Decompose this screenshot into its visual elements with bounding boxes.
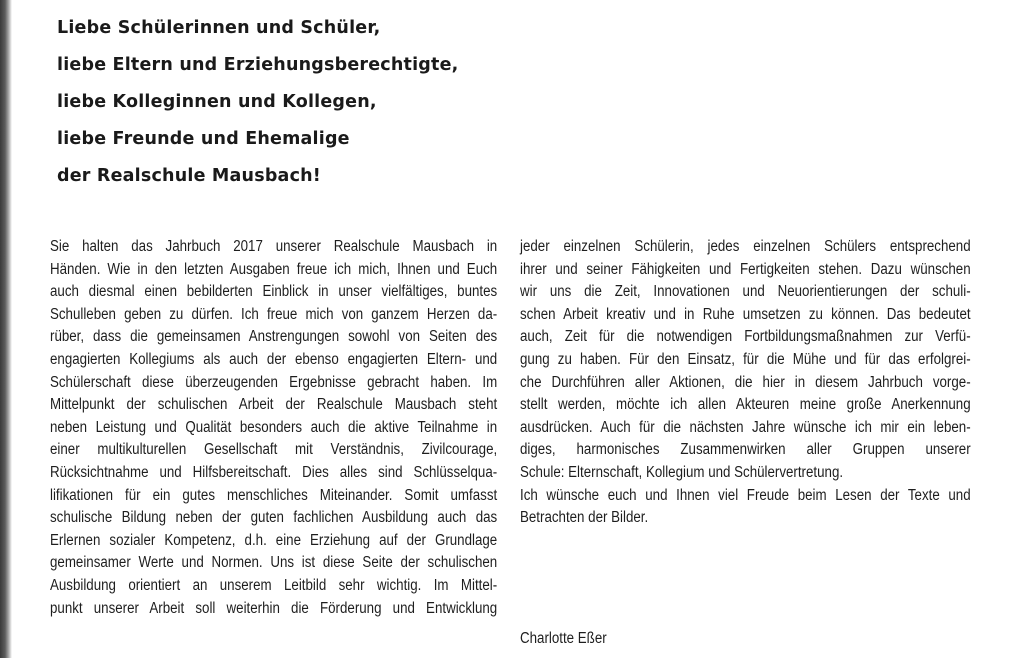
text-line: punkt unserer Arbeit soll weiterhin die Förderung und Entwicklung — [50, 599, 498, 617]
text-line: Ich wünsche euch und Ihnen viel Freude beim Lesen der Texte und — [520, 486, 971, 504]
text-line: neben Leistung und Qualität besonders auch die aktive Teilnahme in — [50, 418, 498, 436]
text-line: Händen. Wie in den letzten Ausgaben freue ich mich, Ihnen und Euch — [50, 260, 498, 278]
text-line: Sie halten das Jahrbuch 2017 unserer Realschule Mausbach in — [50, 238, 498, 255]
text-line: stellt werden, möchte ich allen Akteuren meine große Anerkennung — [520, 396, 971, 414]
body-paragraph-left — [50, 236, 497, 620]
text-line: auch diesmal einen bebilderten Einblick in unser vielfältiges, buntes — [50, 283, 498, 301]
text-line: auch, Zeit für die notwendigen Fortbildungsmaßnahmen zur Verfü- — [520, 328, 971, 346]
text-line: schen Arbeit kreativ und in Ruhe umsetzen zu können. Das bedeutet — [520, 305, 971, 323]
text-line: Mittelpunkt der schulischen Arbeit der Realschule Mausbach steht — [50, 396, 498, 414]
text-line: rüber, dass die gemeinsamen Anstrengungen sowohl von Seiten des — [50, 328, 498, 346]
salutation-line: liebe Eltern und Erziehungsberechtigte, — [57, 55, 459, 75]
page-binding-edge — [0, 0, 12, 658]
body-paragraph-right — [520, 236, 971, 530]
text-line: jeder einzelnen Schülerin, jedes einzelnen Schülers entsprechend — [520, 238, 971, 255]
body-column-right — [520, 236, 971, 530]
text-line: engagierten Kollegiums als auch der ebenso engagierten Eltern- und — [50, 350, 498, 368]
text-line: che Durchführen aller Aktionen, die hier in diesem Jahrbuch vorge- — [520, 373, 971, 391]
text-line: wir uns die Zeit, Innovationen und Neuorientierungen der schuli- — [520, 283, 971, 301]
body-column-left — [50, 236, 497, 620]
text-line: Rücksichtnahme und Hilfsbereitschaft. Dies alles sind Schlüsselqua- — [50, 463, 498, 481]
text-line: diges, harmonisches Zusammenwirken aller Gruppen unserer — [520, 441, 971, 459]
salutation-line: der Realschule Mausbach! — [57, 166, 321, 186]
text-line: Betrachten der Bilder. — [520, 509, 649, 527]
text-line: gemeinsamer Werte und Normen. Uns ist diese Seite der schulischen — [50, 554, 498, 572]
salutation-line: liebe Kolleginnen und Kollegen, — [57, 92, 377, 112]
text-line: Ausbildung orientiert an unserem Leitbild sehr wichtig. Im Mittel- — [50, 576, 498, 594]
text-line: Erlernen sozialer Kompetenz, d.h. eine Erziehung auf der Grundlage — [50, 531, 498, 549]
text-line: Schulleben geben zu dürfen. Ich freue mich von ganzem Herzen da- — [50, 305, 498, 323]
salutation-line: liebe Freunde und Ehemalige — [57, 129, 350, 149]
text-line: Schule: Elternschaft, Kollegium und Schülervertretung. — [520, 463, 844, 481]
salutation-block — [57, 10, 459, 195]
text-line: einer multikulturellen Gesellschaft mit Verständnis, Zivilcourage, — [50, 441, 498, 459]
text-line: lifikationen für ein gutes menschliches Miteinander. Somit umfasst — [50, 486, 498, 504]
salutation-line: Liebe Schülerinnen und Schüler, — [57, 18, 381, 38]
text-line: ausdrücken. Auch für die nächsten Jahre wünsche ich mir ein leben- — [520, 418, 971, 436]
text-line: Schülerschaft diese überzeugenden Ergebnisse gebracht haben. Im — [50, 373, 498, 391]
text-line: gung zu haben. Für den Einsatz, für die Mühe und für das erfolgrei- — [520, 350, 971, 368]
text-line: schulische Bildung neben der guten fachlichen Ausbildung auch das — [50, 509, 498, 527]
text-line: ihrer und seiner Fähigkeiten und Fertigkeiten stehen. Dazu wünschen — [520, 260, 971, 278]
signature: Charlotte Eßer — [520, 630, 607, 647]
